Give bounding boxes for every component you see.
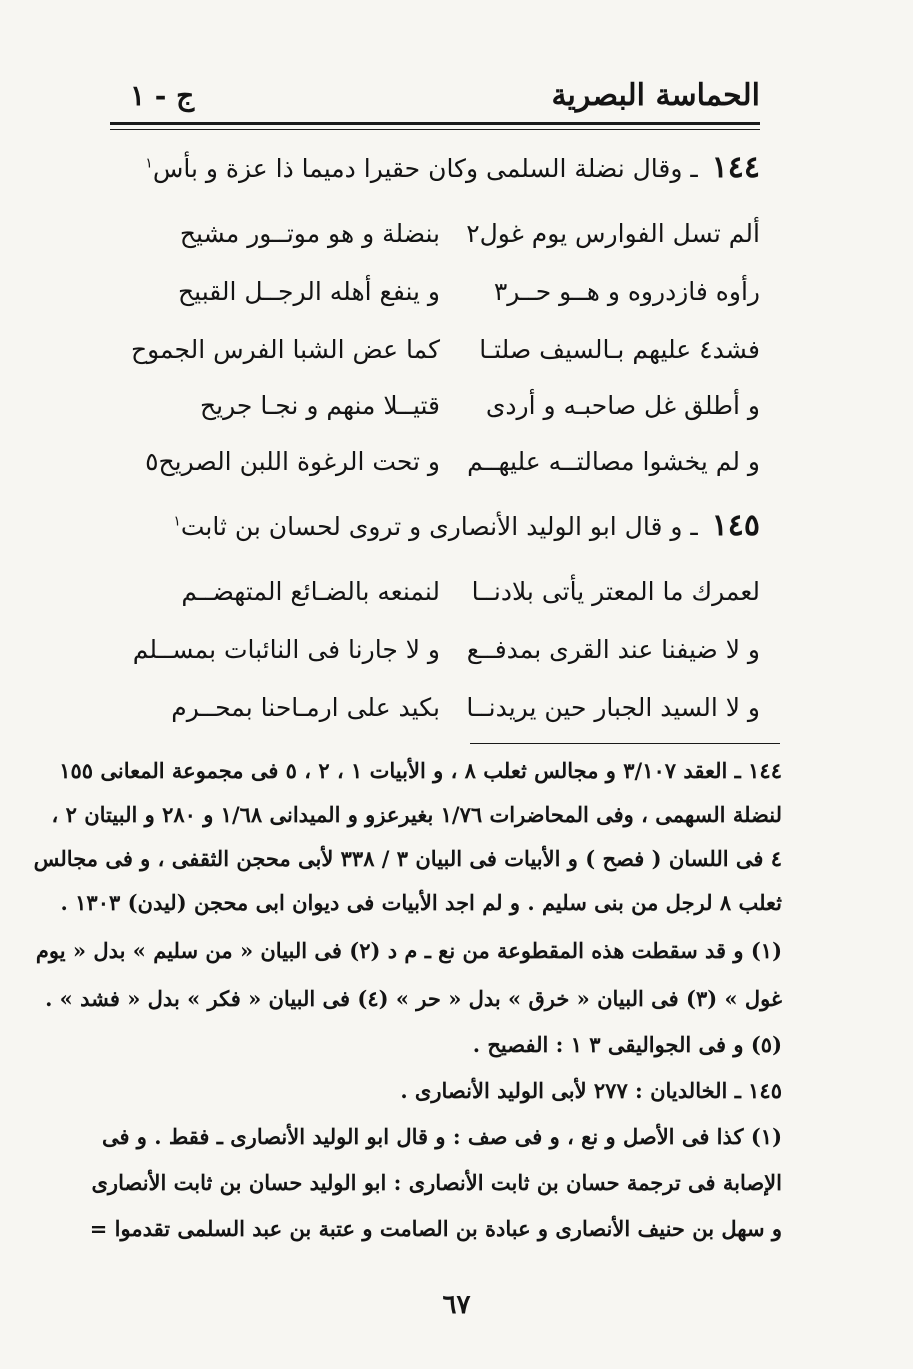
- footnote-line: ١٤٤ ـ العقد ٣/١٠٧ و مجالس ثعلب ٨ ، و الأبيات ١ ، ٢ ، ٥ فى مجموعة المعانى ١٥٥: [59, 758, 782, 783]
- header-rule-thin: [110, 129, 760, 130]
- running-header: [130, 70, 760, 120]
- footnote-line: ٤ فى اللسان ( فصح ) و الأبيات فى البيان ٣ / ٣٣٨ لأبى محجن الثقفى ، و فى مجالس: [33, 846, 782, 871]
- verse-line: [150, 208, 760, 258]
- verse-second-hemistich: لنمنعه بالضـائع المتهضــم: [181, 576, 440, 606]
- section-heading-144: [140, 150, 760, 185]
- book-title: الحماسة البصرية: [551, 77, 760, 113]
- verse-first-hemistich: و لا السيد الجبار حين يريدنــا: [466, 692, 760, 722]
- verse-second-hemistich: قتيــلا منهم و نجـا جريح: [200, 390, 440, 420]
- section-heading-text: ـ وقال نضلة السلمى وكان حقيرا دميما ذا عزة و بأس: [152, 154, 698, 183]
- verse-second-hemistich: بنضلة و هو موتــور مشيح: [179, 218, 440, 248]
- verse-second-hemistich: و تحت الرغوة اللبن الصريح٥: [145, 446, 440, 476]
- footnote-line: (٥) و فى الجواليقى ٣ ١ : الفصيح .: [472, 1032, 782, 1057]
- verse-line: [150, 380, 760, 430]
- verse-line: [150, 682, 760, 732]
- footnote-line: و سهل بن حنيف الأنصارى و عبادة بن الصامت و عتبة بن عبد السلمى تقدموا =: [89, 1216, 782, 1241]
- verse-first-hemistich: لعمرك ما المعتر يأتى بلادنــا: [471, 576, 760, 606]
- footnote-line: الإصابة فى ترجمة حسان بن ثابت الأنصارى : ابو الوليد حسان بن ثابت الأنصارى: [91, 1170, 782, 1195]
- footnote-line: لنضلة السهمى ، وفى المحاضرات ١/٧٦ بغيرعزو و الميدانى ١/٦٨ و ٢٨٠ و البيتان ٢ ،: [51, 802, 782, 827]
- verse-first-hemistich: رأوه فازدروه و هــو حــر٣: [493, 276, 760, 306]
- verse-first-hemistich: و لم يخشوا مصالتــه عليهــم: [467, 446, 760, 476]
- verse-second-hemistich: كما عض الشبا الفرس الجموح: [130, 334, 440, 364]
- verse-line: [150, 266, 760, 316]
- footnote-line: ١٤٥ ـ الخالديان : ٢٧٧ لأبى الوليد الأنصارى .: [400, 1078, 782, 1103]
- verse-line: [145, 436, 760, 486]
- footnotes-rule: [470, 743, 780, 744]
- section-heading-145: [140, 508, 760, 543]
- verse-first-hemistich: و لا ضيفنا عند القرى بمدفــع: [466, 634, 760, 664]
- section-heading-text: ـ و قال ابو الوليد الأنصارى و تروى لحسان بن ثابت: [180, 512, 698, 541]
- verse-second-hemistich: و ينفع أهله الرجــل القبيح: [178, 276, 440, 306]
- verse-line: [130, 324, 760, 374]
- verse-line: [150, 566, 760, 616]
- section-number: ١٤٥: [711, 508, 760, 543]
- note-mark: ١: [173, 513, 181, 530]
- verse-first-hemistich: فشد٤ عليهم بـالسيف صلتـا: [479, 334, 760, 364]
- verse-second-hemistich: بكيد على ارمـاحنا بمحــرم: [171, 692, 440, 722]
- note-mark: ١: [145, 155, 153, 172]
- section-number: ١٤٤: [711, 150, 760, 185]
- page-number: ٦٧: [442, 1290, 471, 1320]
- verse-line: [132, 624, 760, 674]
- verse-first-hemistich: و أطلق غل صاحبـه و أردى: [485, 390, 760, 420]
- header-rule-thick: [110, 122, 760, 125]
- verse-first-hemistich: ألم تسل الفوارس يوم غول٢: [466, 218, 760, 248]
- volume-number: ج - ١: [130, 78, 195, 112]
- footnote-line: غول » (٣) فى البيان « خرق » بدل « حر » (٤) فى البيان « فكر » بدل « فشد » .: [45, 986, 782, 1011]
- footnote-line: ثعلب ٨ لرجل من بنى سليم . و لم اجد الأبيات فى ديوان ابى محجن (ليدن) ١٣٠٣ .: [60, 890, 782, 915]
- footnote-line: (١) و قد سقطت هذه المقطوعة من نع ـ م د (٢) فى البيان « من سليم » بدل « يوم: [35, 938, 782, 963]
- verse-second-hemistich: و لا جارنا فى النائبات بمســلم: [132, 634, 440, 664]
- footnote-line: (١) كذا فى الأصل و نع ، و فى صف : و قال ابو الوليد الأنصارى ـ فقط . و فى: [101, 1124, 782, 1149]
